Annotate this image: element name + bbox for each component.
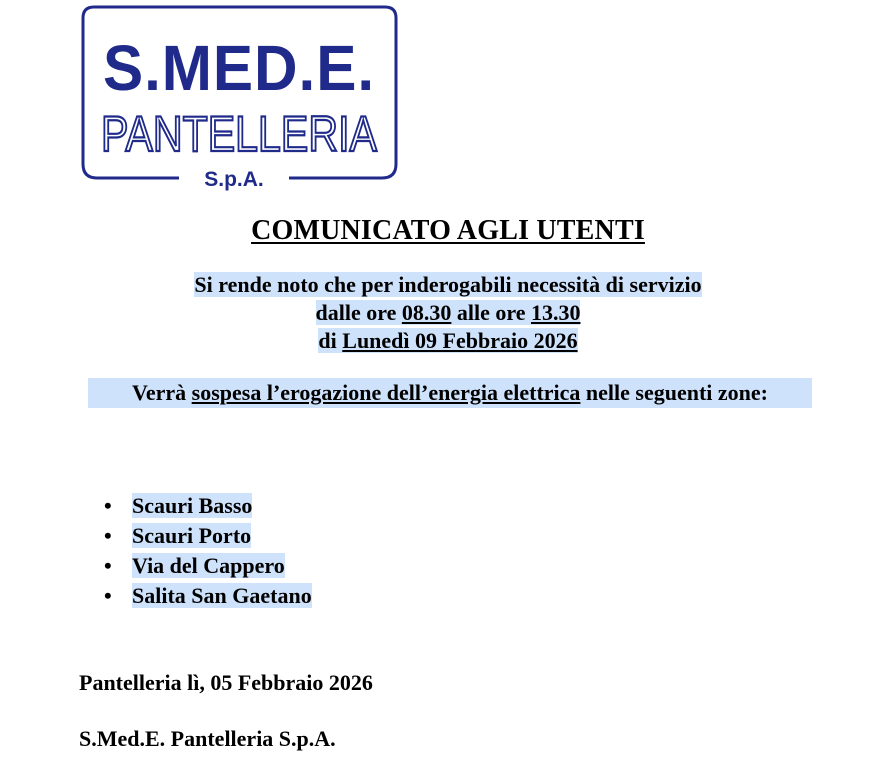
zone-name: Scauri Basso bbox=[132, 493, 253, 518]
notice-date-line bbox=[318, 328, 577, 353]
zone-name: Via del Cappero bbox=[132, 553, 285, 578]
start-time: 08.30 bbox=[401, 300, 452, 325]
notice-intro: Si rende noto che per inderogabili necessità di servizio bbox=[194, 272, 702, 297]
list-item bbox=[104, 551, 312, 581]
suspension-suffix: nelle seguenti zone: bbox=[580, 380, 769, 405]
end-time: 13.30 bbox=[530, 300, 581, 325]
zone-name: Salita San Gaetano bbox=[132, 583, 312, 608]
list-item bbox=[104, 581, 312, 611]
time-middle: alle ore bbox=[451, 300, 531, 325]
logo-line2: PANTELLERIA bbox=[101, 106, 378, 162]
list-item bbox=[104, 491, 312, 521]
notice-title: COMUNICATO AGLI UTENTI bbox=[251, 215, 645, 246]
date-prefix: di bbox=[318, 328, 343, 353]
suspension-subject: sospesa l’erogazione dell’energia elettrica bbox=[191, 380, 581, 405]
company-signature: S.Med.E. Pantelleria S.p.A. bbox=[79, 726, 336, 751]
time-prefix: dalle ore bbox=[315, 300, 402, 325]
list-item bbox=[104, 521, 312, 551]
logo-line3: S.p.A. bbox=[204, 168, 264, 191]
zone-name: Scauri Porto bbox=[132, 523, 252, 548]
logo-line1: S.MED.E. bbox=[103, 32, 375, 104]
notice-line-3 bbox=[0, 327, 896, 355]
bullet-icon: • bbox=[104, 553, 112, 578]
smede-logo bbox=[79, 4, 400, 190]
notice-line-2 bbox=[0, 299, 896, 327]
bullet-icon: • bbox=[104, 493, 112, 518]
bullet-icon: • bbox=[104, 523, 112, 548]
outage-date: Lunedì 09 Febbraio 2026 bbox=[342, 328, 578, 353]
suspension-statement bbox=[88, 378, 812, 408]
notice-line-1 bbox=[0, 271, 896, 299]
bullet-icon: • bbox=[104, 583, 112, 608]
suspension-prefix: Verrà bbox=[131, 380, 192, 405]
zones-list bbox=[104, 491, 312, 611]
notice-time-range bbox=[316, 300, 581, 325]
place-and-date: Pantelleria lì, 05 Febbraio 2026 bbox=[79, 670, 373, 695]
